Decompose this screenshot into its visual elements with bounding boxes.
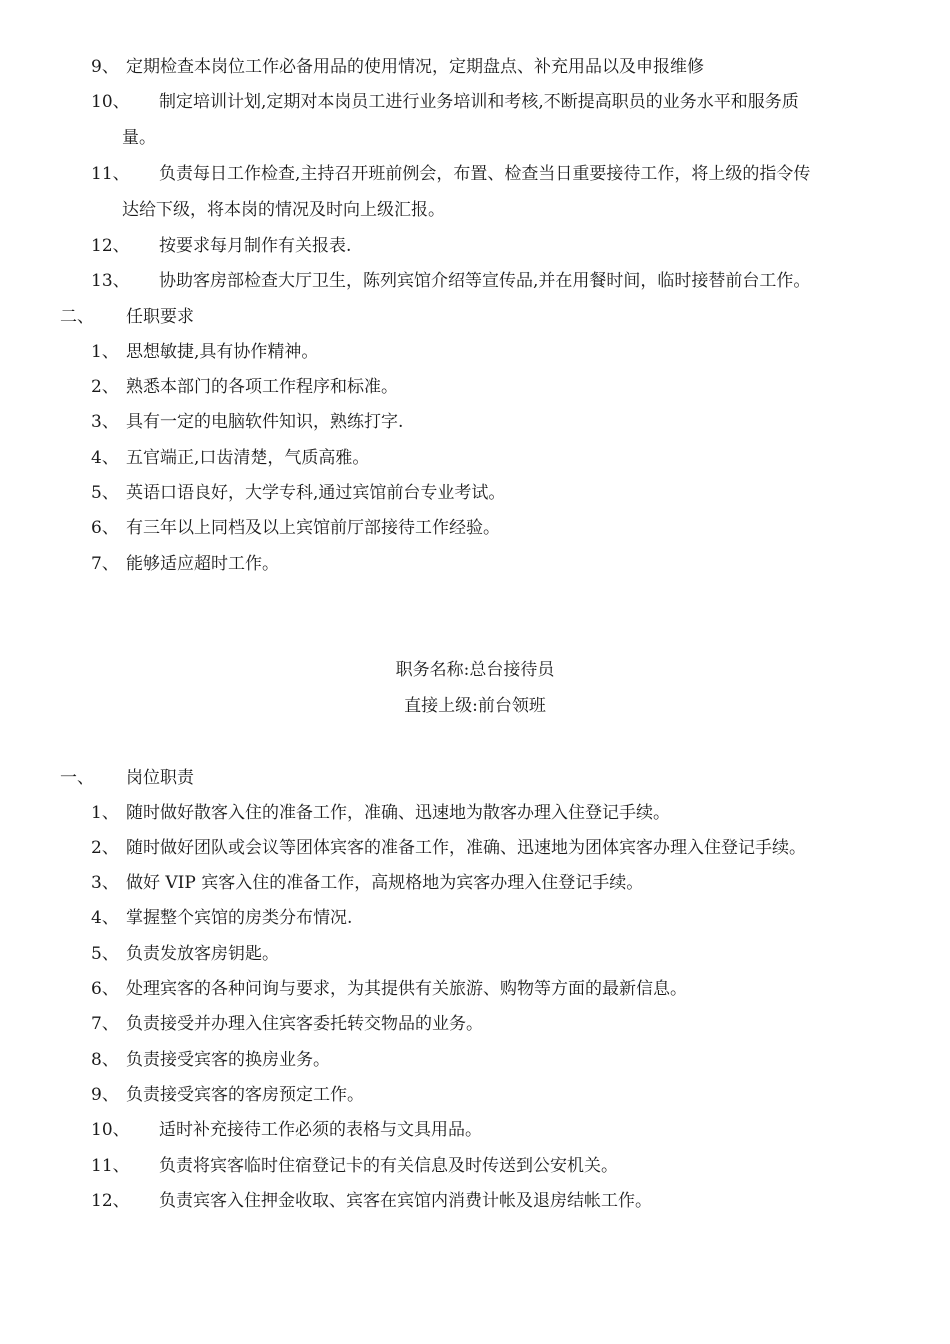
- list-item-text: 做好 VIP 宾客入住的准备工作，高规格地为宾客办理入住登记手续。: [126, 873, 644, 893]
- list-number: 10、: [91, 92, 130, 112]
- list-item-text: 负责接受并办理入住宾客委托转交物品的业务。: [126, 1014, 483, 1034]
- list-number: 1、: [91, 342, 119, 362]
- list-item-continuation: 量。: [122, 128, 156, 148]
- list-number: 7、: [91, 554, 119, 574]
- list-item-text: 负责将宾客临时住宿登记卡的有关信息及时传送到公安机关。: [159, 1156, 618, 1176]
- list-item-text: 随时做好散客入住的准备工作，准确、迅速地为散客办理入住登记手续。: [126, 803, 670, 823]
- list-number: 9、: [91, 57, 119, 77]
- list-item-text: 按要求每月制作有关报表.: [159, 236, 352, 256]
- list-number: 12、: [91, 1191, 130, 1211]
- list-item-text: 具有一定的电脑软件知识，熟练打字.: [126, 412, 404, 432]
- list-number: 4、: [91, 448, 119, 468]
- list-number: 12、: [91, 236, 130, 256]
- section-number: 二、: [60, 307, 94, 327]
- section-heading: 岗位职责: [126, 768, 194, 788]
- job-title: 职务名称:总台接待员: [395, 660, 555, 680]
- list-number: 8、: [91, 1050, 119, 1070]
- list-item-text: 负责接受宾客的换房业务。: [126, 1050, 330, 1070]
- list-number: 11、: [91, 164, 130, 184]
- list-item-text: 负责发放客房钥匙。: [126, 944, 279, 964]
- list-number: 7、: [91, 1014, 119, 1034]
- list-item-text: 协助客房部检查大厅卫生，陈列宾馆介绍等宣传品,并在用餐时间，临时接替前台工作。: [159, 271, 811, 291]
- list-number: 9、: [91, 1085, 119, 1105]
- list-number: 13、: [91, 271, 130, 291]
- list-number: 4、: [91, 908, 119, 928]
- list-item-text: 处理宾客的各种问询与要求，为其提供有关旅游、购物等方面的最新信息。: [126, 979, 687, 999]
- list-item-text: 负责每日工作检查,主持召开班前例会，布置、检查当日重要接待工作，将上级的指令传: [159, 164, 811, 184]
- list-item-text: 思想敏捷,具有协作精神。: [126, 342, 319, 362]
- list-item-continuation: 达给下级，将本岗的情况及时向上级汇报。: [122, 200, 445, 220]
- list-number: 3、: [91, 412, 119, 432]
- list-number: 5、: [91, 483, 119, 503]
- list-item-text: 适时补充接待工作必须的表格与文具用品。: [159, 1120, 482, 1140]
- list-item-text: 负责接受宾客的客房预定工作。: [126, 1085, 364, 1105]
- list-number: 2、: [91, 838, 119, 858]
- list-item-text: 有三年以上同档及以上宾馆前厅部接待工作经验。: [126, 518, 500, 538]
- list-number: 1、: [91, 803, 119, 823]
- list-number: 11、: [91, 1156, 130, 1176]
- list-number: 3、: [91, 873, 119, 893]
- direct-supervisor: 直接上级:前台领班: [404, 696, 546, 716]
- list-item-text: 负责宾客入住押金收取、宾客在宾馆内消费计帐及退房结帐工作。: [159, 1191, 652, 1211]
- list-item-text: 掌握整个宾馆的房类分布情况.: [126, 908, 353, 928]
- list-number: 6、: [91, 518, 119, 538]
- list-number: 10、: [91, 1120, 130, 1140]
- list-item-text: 制定培训计划,定期对本岗员工进行业务培训和考核,不断提高职员的业务水平和服务质: [159, 92, 799, 112]
- list-item-text: 五官端正,口齿清楚，气质高雅。: [126, 448, 370, 468]
- list-number: 2、: [91, 377, 119, 397]
- section-heading: 任职要求: [126, 307, 194, 327]
- list-item-text: 定期检查本岗位工作必备用品的使用情况，定期盘点、补充用品以及申报维修: [126, 57, 704, 77]
- list-number: 6、: [91, 979, 119, 999]
- list-item-text: 熟悉本部门的各项工作程序和标准。: [126, 377, 398, 397]
- list-item-text: 英语口语良好，大学专科,通过宾馆前台专业考试。: [126, 483, 506, 503]
- list-item-text: 能够适应超时工作。: [126, 554, 279, 574]
- section-number: 一、: [60, 768, 94, 788]
- list-item-text: 随时做好团队或会议等团体宾客的准备工作，准确、迅速地为团体宾客办理入住登记手续。: [126, 838, 806, 858]
- list-number: 5、: [91, 944, 119, 964]
